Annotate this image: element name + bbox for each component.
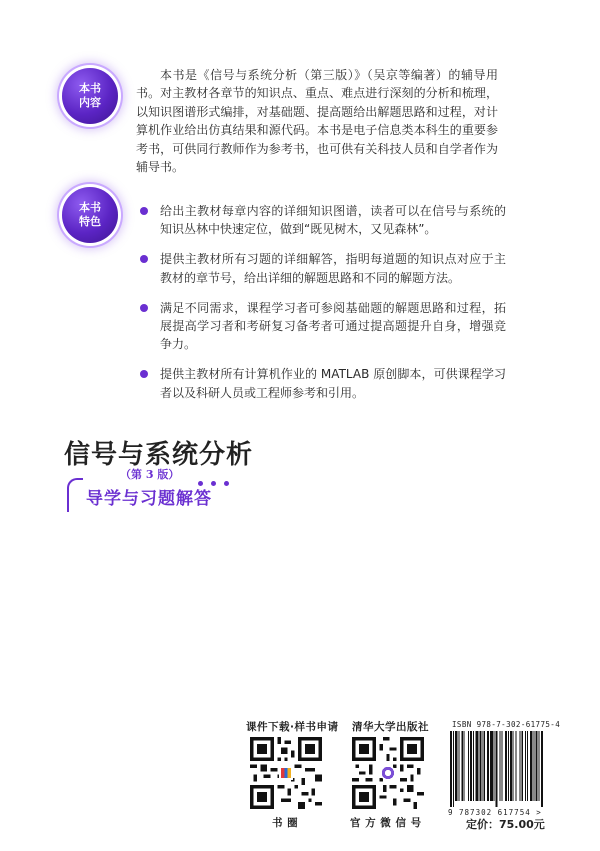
bullet-icon [140,207,148,215]
qr-code-right [352,737,424,809]
qr-code-icon [352,737,424,809]
content-badge-line1: 本书 [79,82,101,95]
qr-right-top-label: 清华大学出版社 [352,721,429,733]
title-bracket-decoration [67,478,83,512]
features-badge-line1: 本书 [79,201,101,214]
barcode-digits: 9 787302 617754 > [448,808,542,817]
qr-right-bottom-label: 官 方 微 信 号 [350,817,422,829]
book-title: 信号与系统分析 [64,440,254,470]
barcode-icon [446,731,582,807]
isbn-barcode [446,720,582,817]
content-badge-line2: 内容 [79,96,101,109]
intro-paragraph: 本书是《信号与系统分析（第三版）》（吴京等编著）的辅导用书。对主教材各章节的知识点、重点、难点进行深刻的分析和梳理，以知识图谱形式编排，对基础题、提高题给出解题思路和过程，对计算机作业给出仿真结果和源代码。本书是电子信息类本科生的重要参考书，可供同行教师作为参考书，也可供有关科技人员和自学者作为辅导书。 [136,68,498,175]
features-badge [62,187,118,243]
book-subtitle: 导学与习题解答 [86,489,212,509]
qr-code-icon [250,737,322,809]
feature-text: 满足不同需求，课程学习者可参阅基础题的解题思路和过程，拓展提高学习者和考研复习备考者可通过提高题提升自身，增强竞争力。 [160,300,506,352]
features-badge-line2: 特色 [79,215,101,228]
book-edition: （第 3 版） [120,468,180,481]
qr-code-left [250,737,322,809]
isbn-text: ISBN 978-7-302-61775-4 [452,720,561,729]
features-list [136,202,506,414]
price: 定价：75.00元 [466,818,545,831]
bullet-icon [140,304,148,312]
bullet-icon [140,370,148,378]
feature-text: 提供主教材所有习题的详细解答，指明每道题的知识点对应于主教材的章节号，给出详细的解题思路和不同的解题方法。 [160,252,506,285]
bullet-icon [140,255,148,263]
feature-text: 提供主教材所有计算机作业的 MATLAB 原创脚本，可供课程学习者以及科研人员或工程师参考和引用。 [160,367,506,400]
feature-text: 给出主教材每章内容的详细知识图谱，读者可以在信号与系统的知识丛林中快速定位，做到“既见树木，又见森林”。 [160,204,506,237]
content-badge [62,68,118,124]
qr-left-top-label: 课件下载·样书申请 [246,721,339,733]
qr-left-bottom-label: 书 圈 [272,817,299,829]
feature-item [136,299,506,354]
feature-item [136,250,506,287]
feature-item [136,202,506,239]
feature-item [136,365,506,402]
